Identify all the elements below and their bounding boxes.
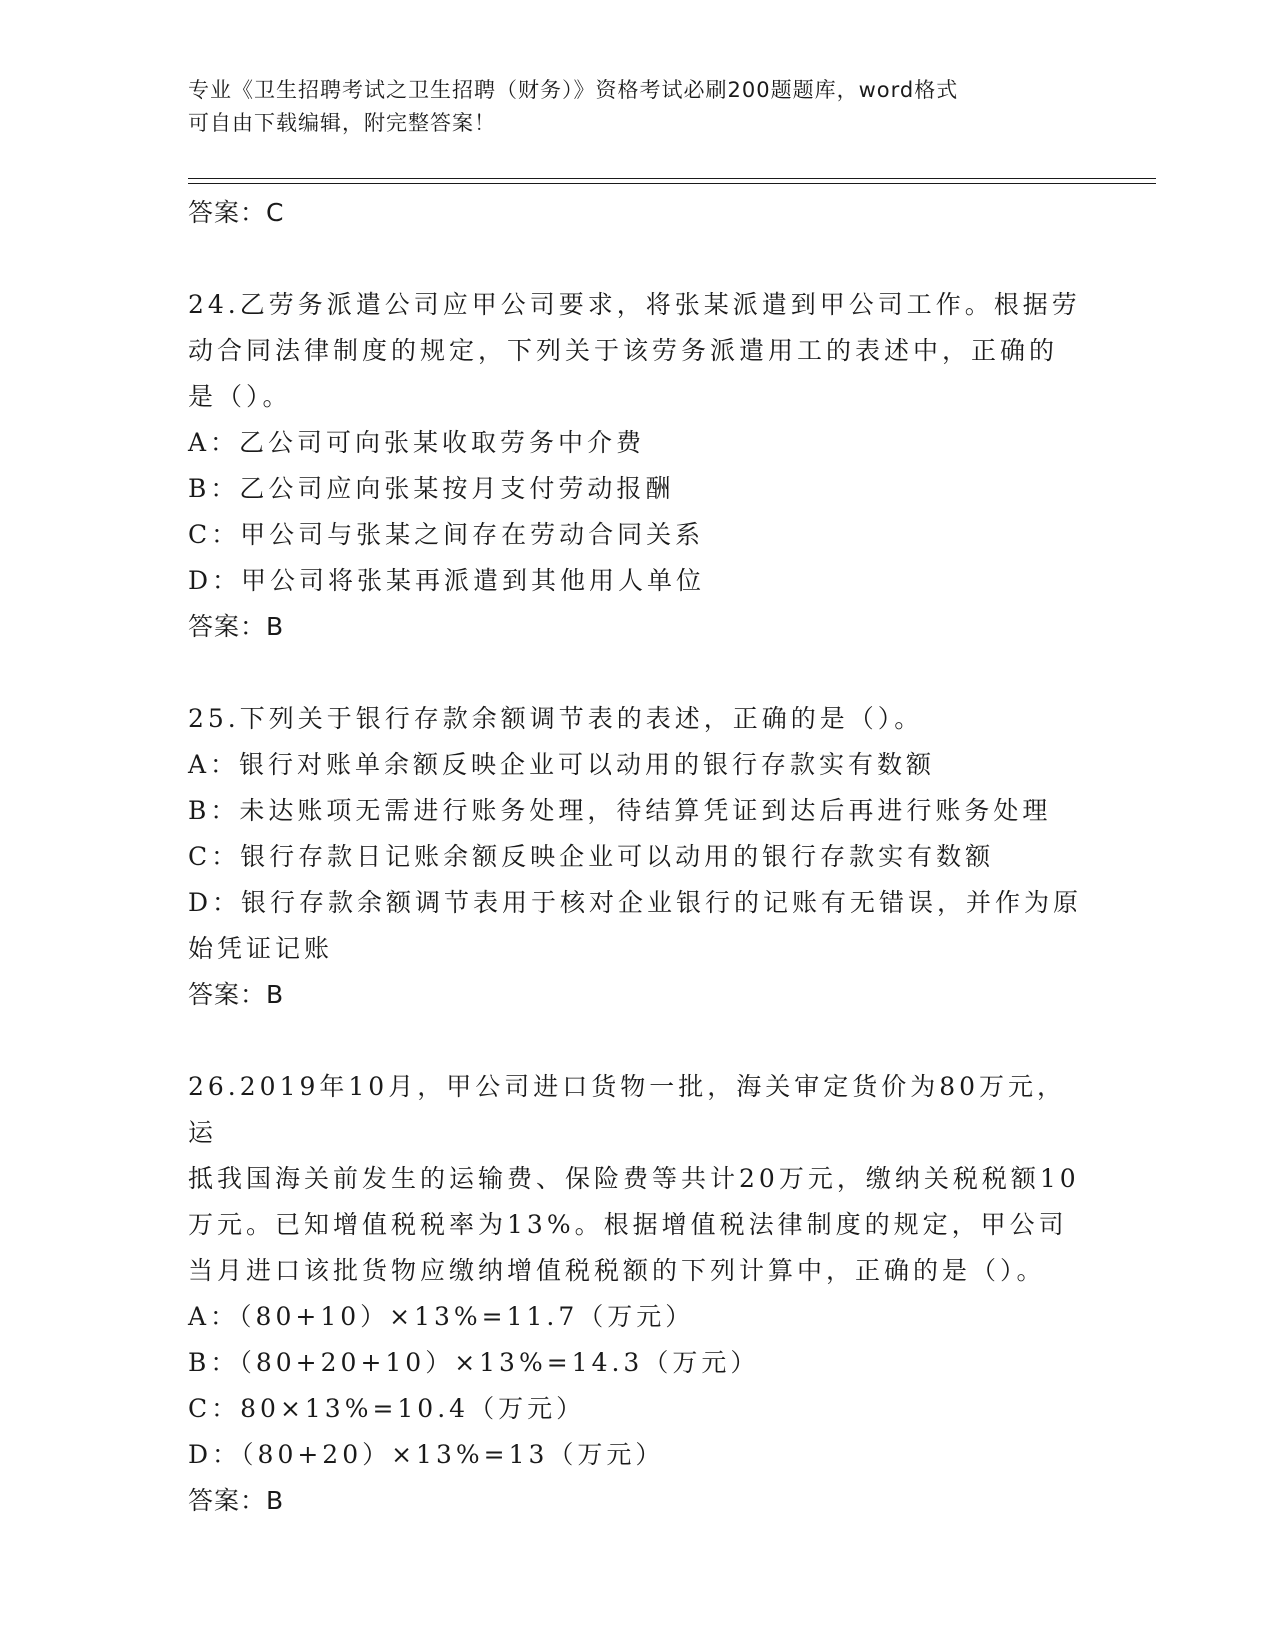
header-divider-top <box>188 178 1156 179</box>
option-c: C：甲公司与张某之间存在劳动合同关系 <box>188 520 705 549</box>
option-b: B：未达账项无需进行账务处理，待结算凭证到达后再进行账务处理 <box>188 796 1052 825</box>
option-a: A：（80+10）×13%=11.7（万元） <box>188 1302 695 1331</box>
option-a: A：乙公司可向张某收取劳务中介费 <box>188 428 646 457</box>
document-header <box>188 74 1088 140</box>
option-b: B：（80+20+10）×13%=14.3（万元） <box>188 1348 760 1377</box>
option-a: A：银行对账单余额反映企业可以动用的银行存款实有数额 <box>188 750 936 779</box>
header-line-2: 可自由下载编辑，附完整答案！ <box>188 111 496 135</box>
header-line-1: 专业《卫生招聘考试之卫生招聘（财务）》资格考试必刷200题题库，word格式 <box>188 78 959 102</box>
question-stem-line: 动合同法律制度的规定，下列关于该劳务派遣用工的表述中，正确的 <box>188 336 1059 365</box>
question-list <box>188 190 1088 1524</box>
question-stem-line: 是（）。 <box>188 382 292 411</box>
option-d: D：银行存款余额调节表用于核对企业银行的记账有无错误，并作为原 <box>188 888 1083 917</box>
question-26 <box>188 1064 1088 1524</box>
question-24 <box>188 282 1088 650</box>
answer-line: 答案：C <box>188 198 285 227</box>
question-stem-line: 26.2019年10月，甲公司进口货物一批，海关审定货价为80万元，运 <box>188 1072 1067 1147</box>
option-d-continuation: 始凭证记账 <box>188 934 334 963</box>
option-c: C：80×13%=10.4（万元） <box>188 1394 586 1423</box>
answer-line: 答案：B <box>188 1486 285 1515</box>
question-25 <box>188 696 1088 1018</box>
answer-line: 答案：B <box>188 980 285 1009</box>
question-stem-line: 25.下列关于银行存款余额调节表的表述，正确的是（）。 <box>188 704 924 733</box>
question-stem-line: 当月进口该批货物应缴纳增值税税额的下列计算中，正确的是（）。 <box>188 1256 1046 1285</box>
option-d: D：（80+20）×13%=13（万元） <box>188 1440 665 1469</box>
question-stem-line: 24.乙劳务派遣公司应甲公司要求，将张某派遣到甲公司工作。根据劳 <box>188 290 1081 319</box>
option-c: C：银行存款日记账余额反映企业可以动用的银行存款实有数额 <box>188 842 995 871</box>
header-divider-bottom <box>188 183 1156 184</box>
option-d: D：甲公司将张某再派遣到其他用人单位 <box>188 566 706 595</box>
question-stem-line: 万元。已知增值税税率为13%。根据增值税法律制度的规定，甲公司 <box>188 1210 1068 1239</box>
question-stem-line: 抵我国海关前发生的运输费、保险费等共计20万元，缴纳关税税额10 <box>188 1164 1080 1193</box>
option-b: B：乙公司应向张某按月支付劳动报酬 <box>188 474 675 503</box>
answer-line: 答案：B <box>188 612 285 641</box>
